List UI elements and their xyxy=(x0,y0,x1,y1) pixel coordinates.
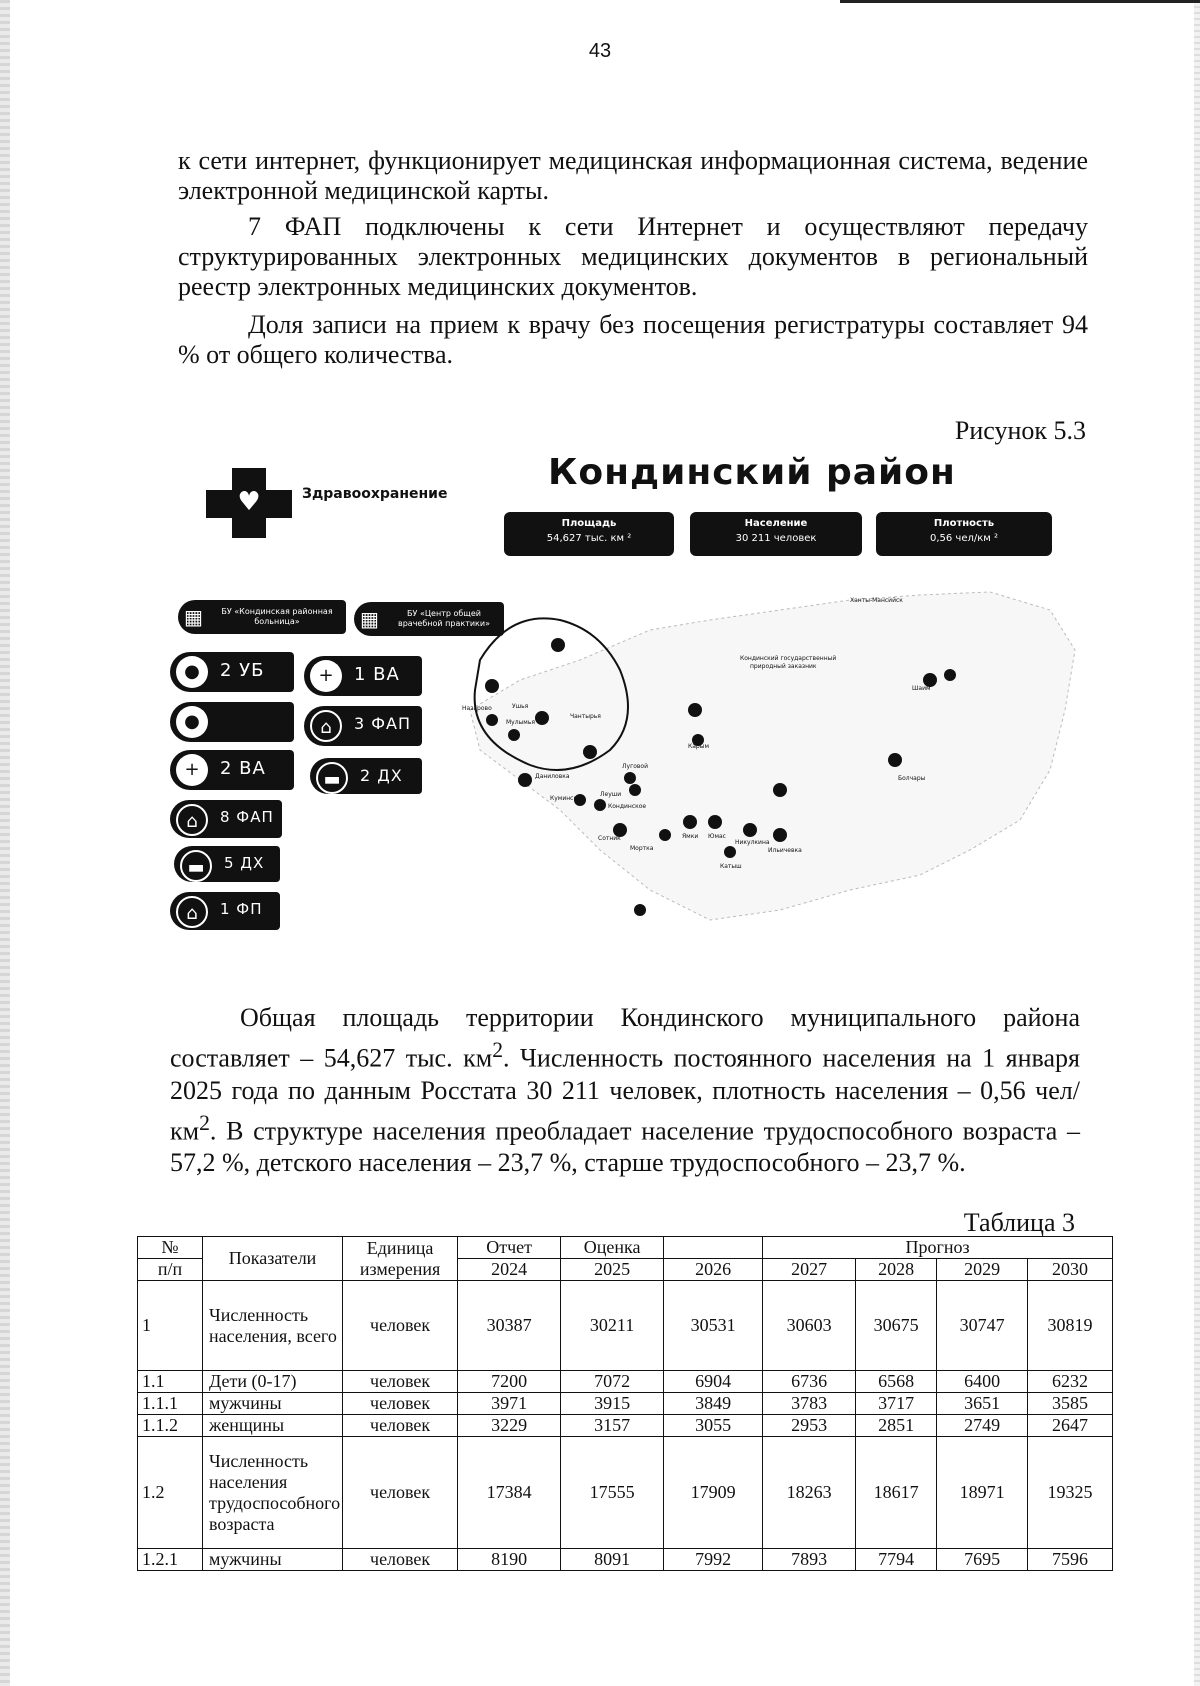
stat-density-value: 0,56 чел/км ² xyxy=(929,533,999,544)
row-num: 1.1 xyxy=(138,1371,203,1393)
row-value: 2647 xyxy=(1028,1415,1113,1437)
svg-text:Чантырья: Чантырья xyxy=(570,713,601,720)
building-icon: ▦ xyxy=(184,605,203,629)
header-year-2025: 2025 xyxy=(561,1259,664,1281)
pill-label: 1 ВА xyxy=(354,664,400,685)
district-map xyxy=(450,590,1080,960)
pill-fap-3 xyxy=(304,706,422,746)
row-name: Численность населения, всего xyxy=(203,1281,343,1371)
paragraph-3 xyxy=(178,310,1088,370)
svg-text:Ханты-Мансийск: Ханты-Мансийск xyxy=(850,597,903,604)
paragraph-4-text-c: . В структуре населения преобладает население трудоспособного возраста – 57,2 %, детского населения – 23,7 %, старше трудоспособного – 23,7 %. xyxy=(170,1116,1080,1178)
svg-text:Луговой: Луговой xyxy=(622,763,648,770)
org-district-hospital xyxy=(178,600,346,634)
row-value: 6736 xyxy=(763,1371,856,1393)
pill-ambulatory-1 xyxy=(304,656,422,696)
row-value: 7893 xyxy=(763,1549,856,1571)
superscript-2: 2 xyxy=(199,1110,210,1135)
row-value: 30675 xyxy=(856,1281,937,1371)
svg-text:Шаим: Шаим xyxy=(912,685,931,692)
table-caption: Таблица 3 xyxy=(963,1208,1075,1237)
header-num-line2: п/п xyxy=(138,1259,203,1281)
row-value: 7596 xyxy=(1028,1549,1113,1571)
row-value: 7992 xyxy=(664,1549,763,1571)
house-icon: ⌂ xyxy=(176,896,208,928)
row-num: 1.2 xyxy=(138,1437,203,1549)
svg-text:Кондинское: Кондинское xyxy=(608,803,647,810)
scan-top-line xyxy=(840,0,1200,3)
row-unit: человек xyxy=(343,1415,458,1437)
row-value: 2749 xyxy=(937,1415,1028,1437)
infographic-figure xyxy=(170,450,1090,970)
paragraph-4-text-a: Общая площадь территории Кондинского муниципального района составляет – 54,627 тыс. км xyxy=(170,1003,1080,1073)
house-icon: ⌂ xyxy=(176,804,208,836)
row-value: 30531 xyxy=(664,1281,763,1371)
svg-text:Карым: Карым xyxy=(688,743,710,750)
row-value: 30747 xyxy=(937,1281,1028,1371)
row-name: Численность населения трудоспособного возраста xyxy=(203,1437,343,1549)
header-unit: Единица измерения xyxy=(343,1237,458,1281)
row-value: 3971 xyxy=(458,1393,561,1415)
stat-population-value: 30 211 человек xyxy=(735,533,817,544)
pill-blank xyxy=(170,702,294,742)
ambulance-icon: + xyxy=(176,754,208,786)
row-value: 8190 xyxy=(458,1549,561,1571)
region-title: Кондинский район xyxy=(548,452,956,493)
svg-text:Назарово: Назарово xyxy=(462,705,492,712)
scan-edge-right xyxy=(1194,0,1200,1686)
stat-density-label: Плотность xyxy=(933,518,995,529)
pill-ambulatories xyxy=(170,750,294,790)
figure-caption: Рисунок 5.3 xyxy=(954,416,1086,445)
row-value: 3717 xyxy=(856,1393,937,1415)
row-value: 18617 xyxy=(856,1437,937,1549)
header-estimate: Оценка xyxy=(561,1237,664,1259)
row-value: 19325 xyxy=(1028,1437,1113,1549)
medical-icon: ● xyxy=(176,656,208,688)
table-row xyxy=(138,1437,1113,1549)
row-value: 7695 xyxy=(937,1549,1028,1571)
row-num: 1.1.1 xyxy=(138,1393,203,1415)
table-row xyxy=(138,1415,1113,1437)
row-name: мужчины xyxy=(203,1393,343,1415)
header-num: № xyxy=(138,1237,203,1259)
superscript-2: 2 xyxy=(492,1038,504,1062)
svg-text:Куминский: Куминский xyxy=(550,795,585,802)
svg-text:Ильичевка: Ильичевка xyxy=(768,847,802,854)
row-value: 6904 xyxy=(664,1371,763,1393)
svg-text:Никулкина: Никулкина xyxy=(735,839,770,846)
row-value: 6568 xyxy=(856,1371,937,1393)
row-unit: человек xyxy=(343,1549,458,1571)
row-value: 18971 xyxy=(937,1437,1028,1549)
svg-text:Кондинский государственный: Кондинский государственный xyxy=(740,655,837,662)
row-name: женщины xyxy=(203,1415,343,1437)
row-value: 3229 xyxy=(458,1415,561,1437)
pill-day-hospital-2 xyxy=(310,758,422,794)
health-logo-icon: ♥ xyxy=(206,468,292,538)
paragraph-1: к сети интернет, функционирует медицинская информационная система, ведение электронной медицинской карты. xyxy=(178,146,1088,205)
row-value: 3849 xyxy=(664,1393,763,1415)
org-district-hospital-label: БУ «Кондинская районная больница» xyxy=(221,607,333,626)
row-value: 6400 xyxy=(937,1371,1028,1393)
paragraph-3-text: Доля записи на прием к врачу без посещения регистратуры составляет 94 % от общего количества. xyxy=(178,310,1088,369)
table-row xyxy=(138,1549,1113,1571)
row-num: 1.1.2 xyxy=(138,1415,203,1437)
row-value: 3157 xyxy=(561,1415,664,1437)
paragraph-2 xyxy=(178,212,1088,302)
row-value: 7794 xyxy=(856,1549,937,1571)
org-general-practice-label: БУ «Центр общей врачебной практики» xyxy=(398,609,490,628)
row-value: 8091 xyxy=(561,1549,664,1571)
stat-population-label: Население xyxy=(744,518,808,529)
svg-text:Леуши: Леуши xyxy=(600,791,622,798)
row-value: 18263 xyxy=(763,1437,856,1549)
pill-label: 2 УБ xyxy=(220,660,265,681)
row-value: 3651 xyxy=(937,1393,1028,1415)
hospital-bed-icon: ▬ xyxy=(316,762,348,794)
header-year-2030: 2030 xyxy=(1028,1259,1113,1281)
row-unit: человек xyxy=(343,1371,458,1393)
svg-text:Ушья: Ушья xyxy=(512,703,529,710)
stat-area-value: 54,627 тыс. км ² xyxy=(546,533,632,544)
row-value: 30387 xyxy=(458,1281,561,1371)
house-icon: ⌂ xyxy=(310,710,342,742)
scan-edge-left xyxy=(0,0,10,1686)
page-number: 43 xyxy=(588,40,612,62)
row-value: 3055 xyxy=(664,1415,763,1437)
row-value: 2851 xyxy=(856,1415,937,1437)
svg-text:Даниловка: Даниловка xyxy=(535,773,570,780)
stat-population xyxy=(690,512,862,556)
svg-text:Катыш: Катыш xyxy=(720,863,742,870)
row-unit: человек xyxy=(343,1437,458,1549)
stat-area xyxy=(504,512,674,556)
pill-fp-1 xyxy=(170,892,280,930)
pill-label: 2 ДХ xyxy=(360,766,403,785)
header-year-2026: 2026 xyxy=(664,1259,763,1281)
table-row xyxy=(138,1281,1113,1371)
row-value: 7072 xyxy=(561,1371,664,1393)
svg-text:Мулымья: Мулымья xyxy=(506,719,535,726)
building-icon: ▦ xyxy=(360,607,379,631)
pill-label: 2 ВА xyxy=(220,758,266,779)
header-year-2024: 2024 xyxy=(458,1259,561,1281)
pill-fap-8 xyxy=(170,800,282,838)
row-value: 6232 xyxy=(1028,1371,1113,1393)
header-report: Отчет xyxy=(458,1237,561,1259)
header-forecast-blank xyxy=(664,1237,763,1259)
row-value: 17909 xyxy=(664,1437,763,1549)
row-value: 17384 xyxy=(458,1437,561,1549)
svg-text:Болчары: Болчары xyxy=(898,775,926,782)
row-value: 3585 xyxy=(1028,1393,1113,1415)
row-value: 30819 xyxy=(1028,1281,1113,1371)
medical-icon: ● xyxy=(176,706,208,738)
paragraph-4 xyxy=(170,1002,1080,1179)
svg-text:Мортка: Мортка xyxy=(630,845,654,852)
row-name: мужчины xyxy=(203,1549,343,1571)
row-num: 1 xyxy=(138,1281,203,1371)
row-value: 2953 xyxy=(763,1415,856,1437)
paragraph-2-text: 7 ФАП подключены к сети Интернет и осуществляют передачу структурированных электронных медицинских документов в региональный реестр электронных медицинских документов. xyxy=(178,212,1088,301)
svg-text:природный заказник: природный заказник xyxy=(750,663,817,670)
hospital-bed-icon: ▬ xyxy=(180,850,212,882)
population-table xyxy=(137,1236,1113,1571)
header-year-2027: 2027 xyxy=(763,1259,856,1281)
row-value: 7200 xyxy=(458,1371,561,1393)
pill-label: 3 ФАП xyxy=(354,714,412,733)
row-value: 3915 xyxy=(561,1393,664,1415)
row-value: 3783 xyxy=(763,1393,856,1415)
svg-text:Юмас: Юмас xyxy=(708,833,726,840)
row-name: Дети (0-17) xyxy=(203,1371,343,1393)
pill-district-hospitals xyxy=(170,652,294,692)
pill-label: 8 ФАП xyxy=(220,808,274,826)
row-unit: человек xyxy=(343,1281,458,1371)
header-indicator: Показатели xyxy=(203,1237,343,1281)
logo-label: Здравоохранение xyxy=(302,486,448,502)
pill-label: 1 ФП xyxy=(220,900,263,918)
stat-area-label: Площадь xyxy=(561,518,617,529)
row-value: 30211 xyxy=(561,1281,664,1371)
pill-label: 5 ДХ xyxy=(224,854,265,872)
row-value: 30603 xyxy=(763,1281,856,1371)
row-num: 1.2.1 xyxy=(138,1549,203,1571)
pill-day-hospital-5 xyxy=(174,846,280,882)
table-row xyxy=(138,1371,1113,1393)
paragraph-4-text-b: . Численность постоянного населения на 1 января 2025 года по данным Росстата 30 211 человек, плотность населения – 0,56 чел/км xyxy=(170,1043,1080,1146)
svg-text:Ямки: Ямки xyxy=(682,833,699,840)
ambulance-icon: + xyxy=(310,660,342,692)
table-row xyxy=(138,1393,1113,1415)
header-year-2028: 2028 xyxy=(856,1259,937,1281)
row-value: 17555 xyxy=(561,1437,664,1549)
header-year-2029: 2029 xyxy=(937,1259,1028,1281)
stat-density xyxy=(876,512,1052,556)
svg-text:Сотник: Сотник xyxy=(598,835,621,842)
header-forecast: Прогноз xyxy=(763,1237,1113,1259)
row-unit: человек xyxy=(343,1393,458,1415)
